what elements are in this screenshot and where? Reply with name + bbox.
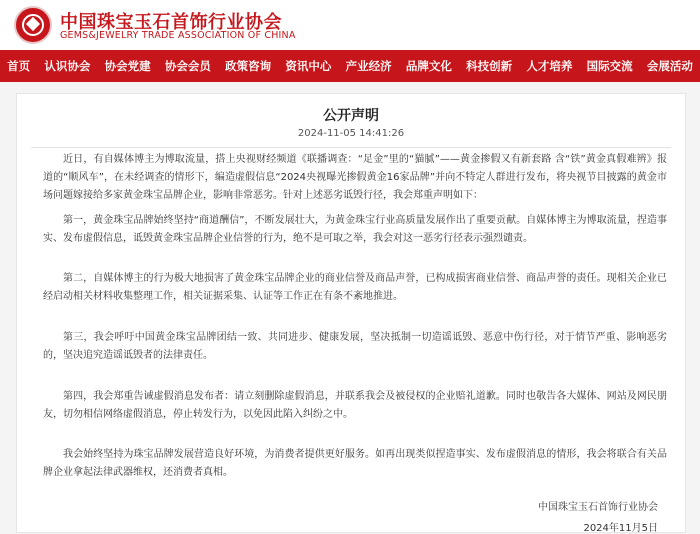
nav-item-party-building[interactable]: 协会党建 bbox=[104, 59, 151, 73]
nav-item-industry[interactable]: 产业经济 bbox=[345, 59, 392, 73]
article-title: 公开声明 bbox=[323, 108, 379, 124]
signature-organization: 中国珠宝玉石首饰行业协会 bbox=[538, 502, 658, 513]
article-paragraph: 近日，有自媒体博主为博取流量，搭上央视财经频道《联播调查：“足金”里的“猫腻”——黄金掺假又有新套路 含“铁”黄金真假难辨》报道的“顺风车”，在未经调查的情形下，编造虚假信息“2024央视曝光掺假黄金16家品牌”并向不特定人群进行发布，将央视节目披露的黄金市场问题嫁接给多家黄金珠宝品牌企业，影响非常恶劣。针对上述恶劣诋毁行径，我会郑重声明如下： bbox=[43, 154, 667, 201]
article-paragraph: 第二，自媒体博主的行为极大地损害了黄金珠宝品牌企业的商业信誉及商品声誉，已构成损害商业信誉、商品声誉的责任。现相关企业已经启动相关材料收集整理工作，相关证据采集、认证等工作正在有条不紊地推进。 bbox=[43, 273, 667, 302]
nav-item-brand[interactable]: 品牌文化 bbox=[405, 59, 452, 73]
nav-item-international[interactable]: 国际交流 bbox=[586, 59, 633, 73]
article-paragraph: 第四，我会郑重告诫虚假消息发布者：请立刻删除虚假消息，并联系我会及被侵权的企业赔礼道歉。同时也敬告各大媒体、网站及网民朋友，切勿相信网络虚假消息，停止转发行为，以免因此陷入纠纷之中。 bbox=[43, 391, 667, 420]
article-panel bbox=[16, 93, 686, 533]
association-logo[interactable] bbox=[14, 6, 52, 44]
nav-item-talent[interactable]: 人才培养 bbox=[526, 59, 573, 73]
nav-item-policy[interactable]: 政策咨询 bbox=[225, 59, 272, 73]
site-header bbox=[0, 0, 700, 50]
nav-item-members[interactable]: 协会会员 bbox=[164, 59, 211, 73]
article-paragraph: 第三，我会呼吁中国黄金珠宝品牌团结一致、共同进步、健康发展，坚决抵制一切造谣诋毁、恶意中伤行径，对于情节严重、影响恶劣的，坚决追究造谣诋毁者的法律责任。 bbox=[43, 332, 667, 361]
nav-item-home[interactable]: 首页 bbox=[7, 59, 31, 73]
nav-item-events[interactable]: 会展活动 bbox=[646, 59, 693, 73]
site-subtitle: GEMS&JEWELRY TRADE ASSOCIATION OF CHINA bbox=[60, 30, 296, 41]
article-datetime: 2024-11-05 14:41:26 bbox=[297, 128, 405, 139]
article-paragraph: 我会始终坚持为珠宝品牌发展营造良好环境，为消费者提供更好服务。如再出现类似捏造事实、发布虚假消息的情形，我会将联合有关品牌企业拿起法律武器维权，还消费者真相。 bbox=[43, 449, 667, 478]
title-divider bbox=[31, 147, 671, 148]
main-nav bbox=[0, 50, 700, 82]
nav-item-tech[interactable]: 科技创新 bbox=[466, 59, 513, 73]
nav-item-news[interactable]: 资讯中心 bbox=[285, 59, 332, 73]
nav-item-about[interactable]: 认识协会 bbox=[44, 59, 91, 73]
signature-date: 2024年11月5日 bbox=[583, 523, 658, 534]
article-paragraph: 第一，黄金珠宝品牌始终坚持“商道酬信”，不断发展壮大，为黄金珠宝行业高质量发展作出了重要贡献。自媒体博主为博取流量，捏造事实、发布虚假信息，诋毁黄金珠宝品牌企业信誉的行为，绝不是可取之举，我会对这一恶劣行径表示强烈谴责。 bbox=[43, 215, 667, 244]
site-title[interactable]: 中国珠宝玉石首饰行业协会 bbox=[60, 12, 282, 33]
